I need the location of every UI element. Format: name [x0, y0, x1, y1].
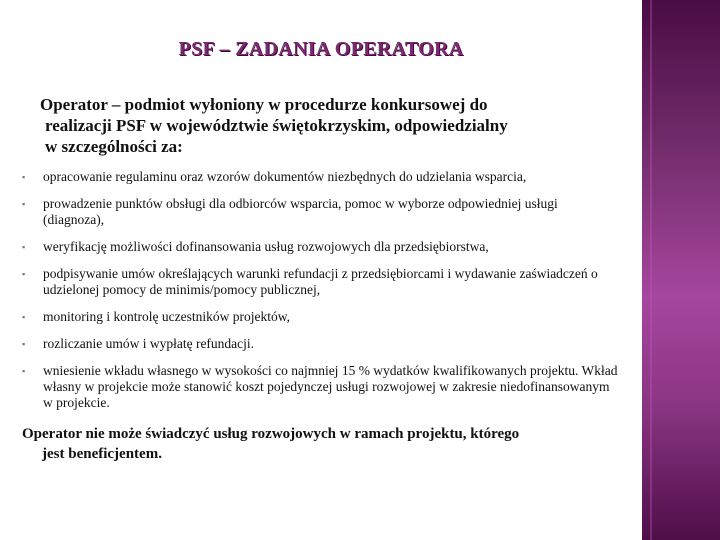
bullet-icon: ▪ [22, 312, 26, 322]
list-item-text: prowadzenie punktów obsługi dla odbiorców wsparcia, pomoc w wyborze odpowiedniej usługi (diagnoza), [43, 196, 558, 227]
list-item [22, 309, 622, 325]
list-item-text: weryfikację możliwości dofinansowania usług rozwojowych dla przedsiębiorstwa, [43, 239, 489, 254]
closing-line: Operator nie może świadczyć usług rozwojowych w ramach projektu, którego [22, 426, 520, 442]
task-list [22, 169, 622, 422]
list-item-text: opracowanie regulaminu oraz wzorów dokumentów niezbędnych do udzielania wsparcia, [43, 169, 527, 184]
list-item [22, 363, 622, 411]
list-item-text: rozliczanie umów i wypłatę refundacji. [43, 336, 255, 351]
bullet-icon: ▪ [22, 339, 26, 349]
list-item-text: wniesienie wkładu własnego w wysokości co najmniej 15 % wydatków kwalifikowanych projektu. Wkład własny w projekcie może stanowić koszt pojedynczej usługi rozwojowej w zakresie niedofinansowanym w projekcie. [43, 363, 618, 410]
list-item [22, 336, 622, 352]
closing-statement [22, 424, 632, 464]
list-item-text: podpisywanie umów określających warunki refundacji z przedsiębiorcami i wydawanie zaświadczeń o udzielonej pomocy de minimis/pomocy publicznej, [43, 266, 598, 297]
intro-text [40, 94, 620, 157]
decorative-sidebar [642, 0, 720, 540]
bullet-icon: ▪ [22, 242, 26, 252]
closing-line: jest beneficjentem. [42, 446, 162, 462]
intro-line: Operator – podmiot wyłoniony w procedurze konkursowej do [40, 95, 488, 114]
bullet-icon: ▪ [22, 269, 26, 279]
list-item [22, 266, 622, 298]
bullet-icon: ▪ [22, 199, 26, 209]
bullet-icon: ▪ [22, 172, 26, 182]
list-item-text: monitoring i kontrolę uczestników projektów, [43, 309, 290, 324]
list-item [22, 239, 622, 255]
intro-line: realizacji PSF w województwie świętokrzyskim, odpowiedzialny [45, 116, 508, 135]
slide-title: PSF – ZADANIA OPERATORA [178, 38, 464, 60]
bullet-icon: ▪ [22, 366, 26, 376]
list-item [22, 196, 622, 228]
intro-line: w szczególności za: [45, 137, 183, 156]
list-item [22, 169, 622, 185]
